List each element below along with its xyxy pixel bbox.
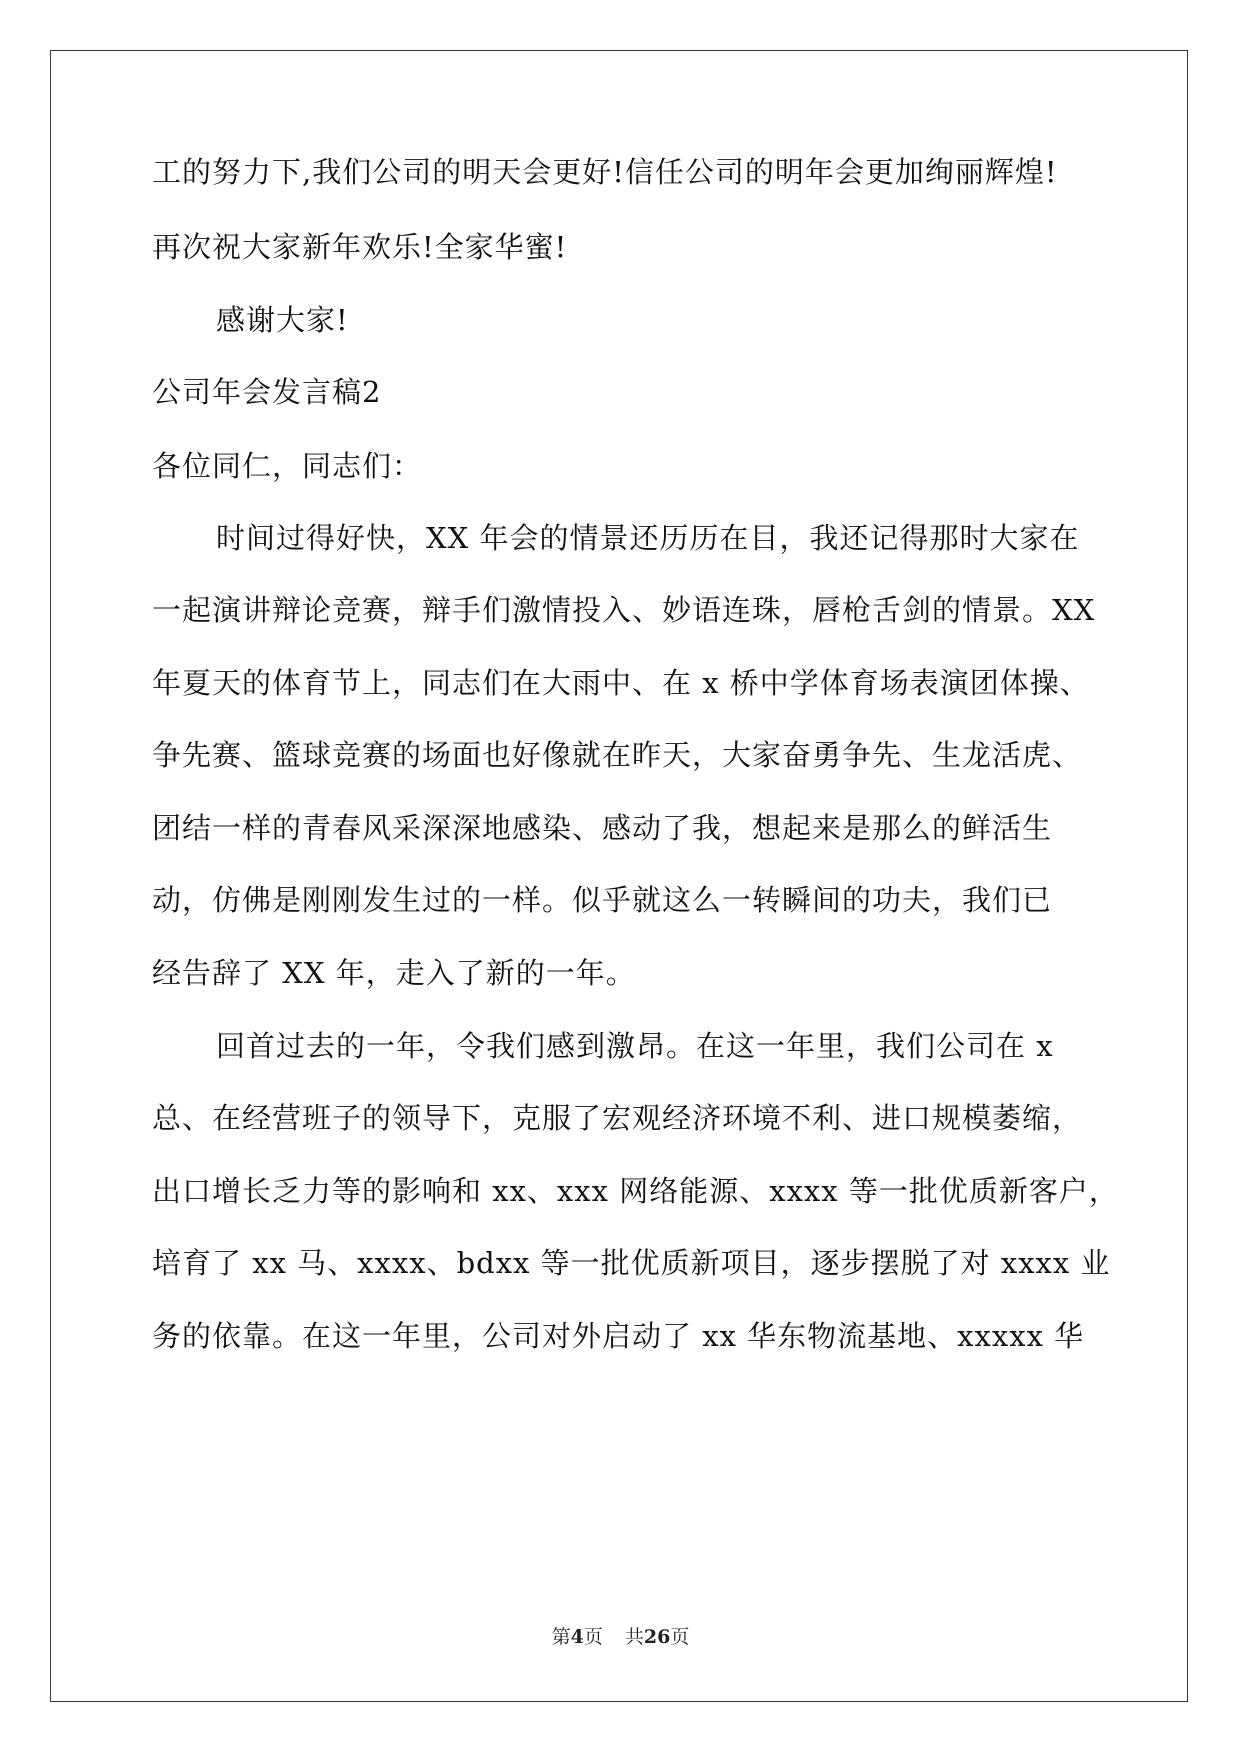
current-page-number: 4 <box>570 1626 584 1648</box>
text-line-15: 出口增长乏力等的影响和 xx、xxx 网络能源、xxxx 等一批优质新客户， <box>152 1174 1119 1208</box>
salutation: 各位同仁，同志们： <box>152 449 423 483</box>
text-line-1: 工的努力下,我们公司的明天会更好!信任公司的明年会更加绚丽辉煌! <box>152 155 1058 189</box>
text-line-8: 年夏天的体育节上，同志们在大雨中、在 x 桥中学体育场表演团体操、 <box>152 666 1090 700</box>
footer-total-suffix: 页 <box>670 1626 690 1648</box>
footer-page-suffix: 页 <box>583 1626 603 1648</box>
text-line-17: 务的依靠。在这一年里，公司对外启动了 xx 华东物流基地、xxxxx 华 <box>152 1319 1085 1353</box>
text-line-16: 培育了 xx 马、xxxx、bdxx 等一批优质新项目，逐步摆脱了对 xxxx 业 <box>152 1246 1111 1280</box>
footer-total-prefix: 共 <box>624 1626 644 1648</box>
text-line-14: 总、在经营班子的领导下，克服了宏观经济环境不利、进口规模萎缩， <box>152 1101 1083 1135</box>
total-page-number: 26 <box>643 1626 671 1648</box>
text-line-6: 时间过得好快，XX 年会的情景还历历在目，我还记得那时大家在 <box>216 521 1080 555</box>
section-heading: 公司年会发言稿2 <box>152 375 382 409</box>
footer-prefix: 第 <box>551 1626 571 1648</box>
text-line-13: 回首过去的一年，令我们感到激昂。在这一年里，我们公司在 x <box>216 1029 1054 1063</box>
text-line-thanks: 感谢大家! <box>216 303 349 337</box>
text-line-7: 一起演讲辩论竞赛，辩手们激情投入、妙语连珠，唇枪舌剑的情景。XX <box>152 593 1096 627</box>
text-line-10: 团结一样的青春风采深深地感染、感动了我，想起来是那么的鲜活生 <box>152 811 1053 845</box>
text-line-2: 再次祝大家新年欢乐!全家华蜜! <box>152 230 568 264</box>
page-footer <box>0 1625 1241 1649</box>
text-line-11: 动，仿佛是刚刚发生过的一样。似乎就这么一转瞬间的功夫，我们已 <box>152 883 1053 917</box>
text-line-9: 争先赛、篮球竞赛的场面也好像就在昨天，大家奋勇争先、生龙活虎、 <box>152 738 1083 772</box>
page-border <box>50 50 1188 1702</box>
text-line-12: 经告辞了 XX 年，走入了新的一年。 <box>152 956 636 990</box>
